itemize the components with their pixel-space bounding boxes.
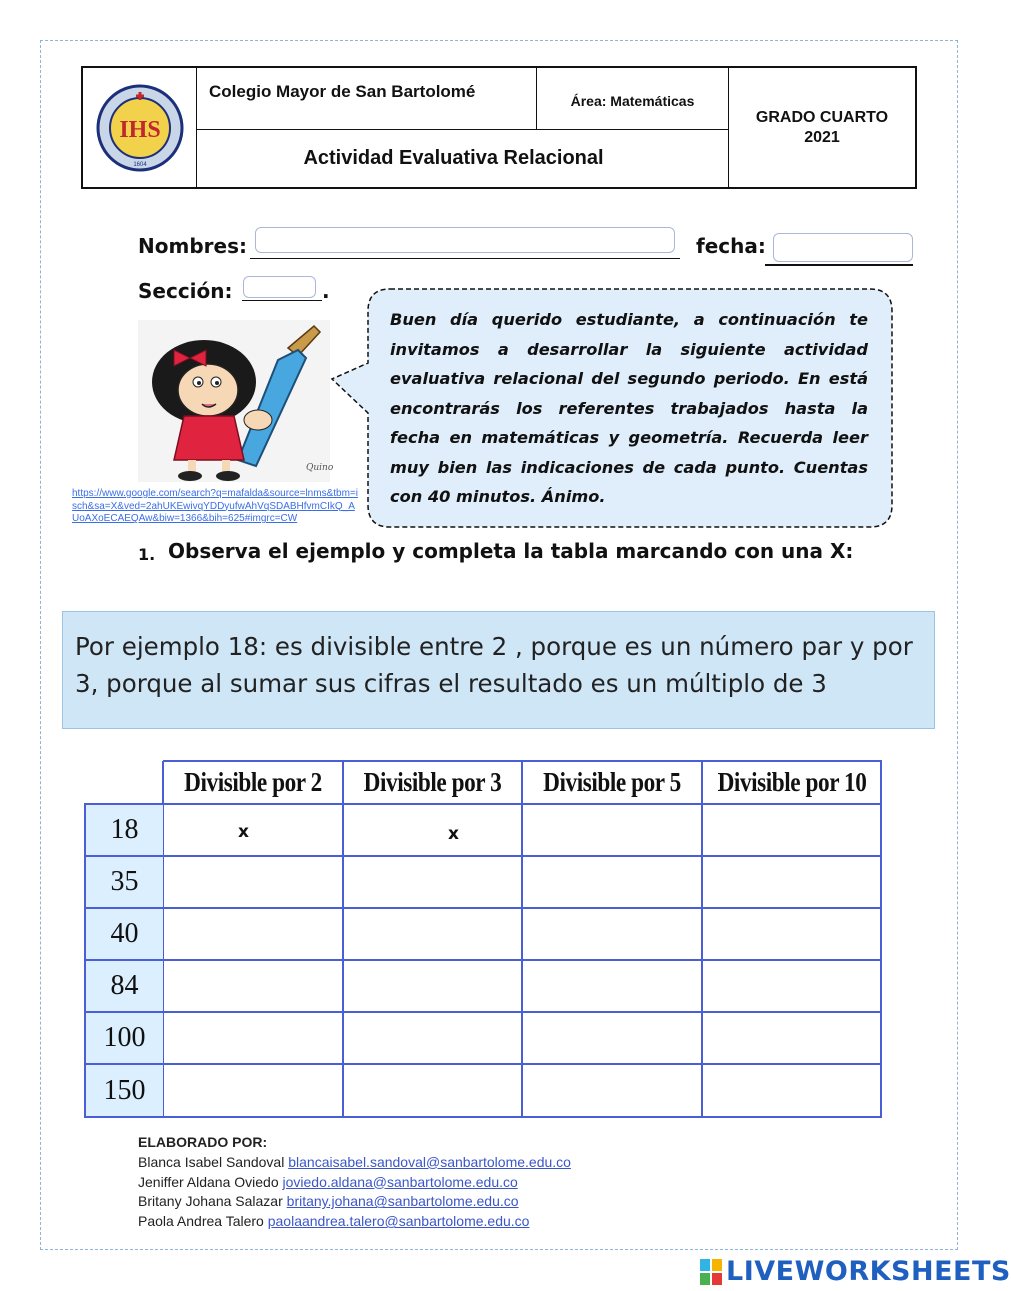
section-label: Sección: xyxy=(138,279,233,303)
author-name: Paola Andrea Talero xyxy=(138,1213,264,1230)
subject-area: Área: Matemáticas xyxy=(537,68,729,130)
row-number-150: 150 xyxy=(86,1065,163,1116)
school-seal-icon xyxy=(94,82,186,174)
image-source-link[interactable]: https://www.google.com/search?q=mafalda&source=lnms&tbm=isch&sa=X&ved=2ahUKEwivqYDDyufwAhVqSDABHfvmCIkQ_AUoAXoECAEQAw&biw=1366&bih=625#imgrc=CW xyxy=(72,488,358,524)
author-email[interactable]: britany.johana@sanbartolome.edu.co xyxy=(286,1193,519,1210)
header-div-5: Divisible por 5 xyxy=(543,766,681,797)
grade-info xyxy=(729,68,915,187)
author-row xyxy=(138,1192,571,1212)
row-number-18: 18 xyxy=(86,805,163,855)
question-number: 1. xyxy=(138,545,156,564)
header-div-10: Divisible por 10 xyxy=(717,766,867,797)
section-dot: . xyxy=(322,279,330,303)
answer-cell-18-div-10[interactable] xyxy=(704,806,880,854)
logo-year-text: 1604 xyxy=(132,161,147,168)
mark-18-div-3[interactable]: x xyxy=(448,824,459,844)
example-box: Por ejemplo 18: es divisible entre 2 , porque es un número par y por 3, porque al sumar sus cifras el resultado es un múltiplo de 3 xyxy=(62,611,935,729)
author-name: Britany Johana Salazar xyxy=(138,1193,283,1210)
artist-signature: Quino xyxy=(306,463,334,473)
header-div-2: Divisible por 2 xyxy=(184,766,322,797)
date-underline xyxy=(765,264,913,266)
school-logo xyxy=(83,68,197,187)
question-text: Observa el ejemplo y completa la tabla marcando con una X: xyxy=(168,539,854,563)
names-input[interactable] xyxy=(255,227,675,253)
author-row xyxy=(138,1173,571,1193)
credits xyxy=(138,1133,571,1232)
row-number-84: 84 xyxy=(86,961,163,1011)
school-name: Colegio Mayor de San Bartolomé xyxy=(197,68,537,130)
row-number-100: 100 xyxy=(86,1013,163,1063)
names-label: Nombres: xyxy=(138,234,247,258)
date-label: fecha: xyxy=(696,234,766,258)
author-email[interactable]: blancaisabel.sandoval@sanbartolome.edu.co xyxy=(288,1153,571,1170)
section-underline xyxy=(242,300,322,301)
grade-label: GRADO CUARTO xyxy=(755,109,889,126)
author-row xyxy=(138,1153,571,1173)
mark-18-div-2[interactable]: x xyxy=(238,822,249,842)
credits-heading: ELABORADO POR: xyxy=(138,1134,268,1150)
grade-year: 2021 xyxy=(804,129,840,146)
instructions-text: Buen día querido estudiante, a continuación te invitamos a desarrollar la siguiente actividad evaluativa relacional del segundo periodo. En está encontrarás los referentes trabajados hasta la fecha en matemáticas y geometría. Recuerda leer muy bien las indicaciones de cada punto. Cuentas con 40 minutos. Ánimo. xyxy=(390,310,868,506)
liveworksheets-wordmark: LIVEWORKSHEETS xyxy=(726,1256,1011,1287)
date-input[interactable] xyxy=(773,233,913,262)
row-number-40: 40 xyxy=(86,909,163,959)
answer-cell-18-div-5[interactable] xyxy=(524,806,700,854)
liveworksheets-logo-icon xyxy=(700,1259,722,1285)
divisibility-table xyxy=(84,760,882,1120)
author-email[interactable]: joviedo.aldana@sanbartolome.edu.co xyxy=(282,1173,518,1190)
author-name: Jeniffer Aldana Oviedo xyxy=(138,1173,279,1190)
liveworksheets-brand[interactable] xyxy=(700,1256,1011,1287)
girl-with-pen-illustration xyxy=(138,320,334,482)
header-table xyxy=(81,66,917,189)
author-row xyxy=(138,1212,571,1232)
section-input[interactable] xyxy=(243,276,316,298)
names-underline xyxy=(250,258,680,259)
header-div-3: Divisible por 3 xyxy=(363,766,502,797)
author-email[interactable]: paolaandrea.talero@sanbartolome.edu.co xyxy=(267,1213,530,1230)
row-number-35: 35 xyxy=(86,857,163,907)
logo-ihs-text: IHS xyxy=(118,116,161,143)
activity-title: Actividad Evaluativa Relacional xyxy=(197,130,729,187)
author-name: Blanca Isabel Sandoval xyxy=(138,1153,285,1170)
